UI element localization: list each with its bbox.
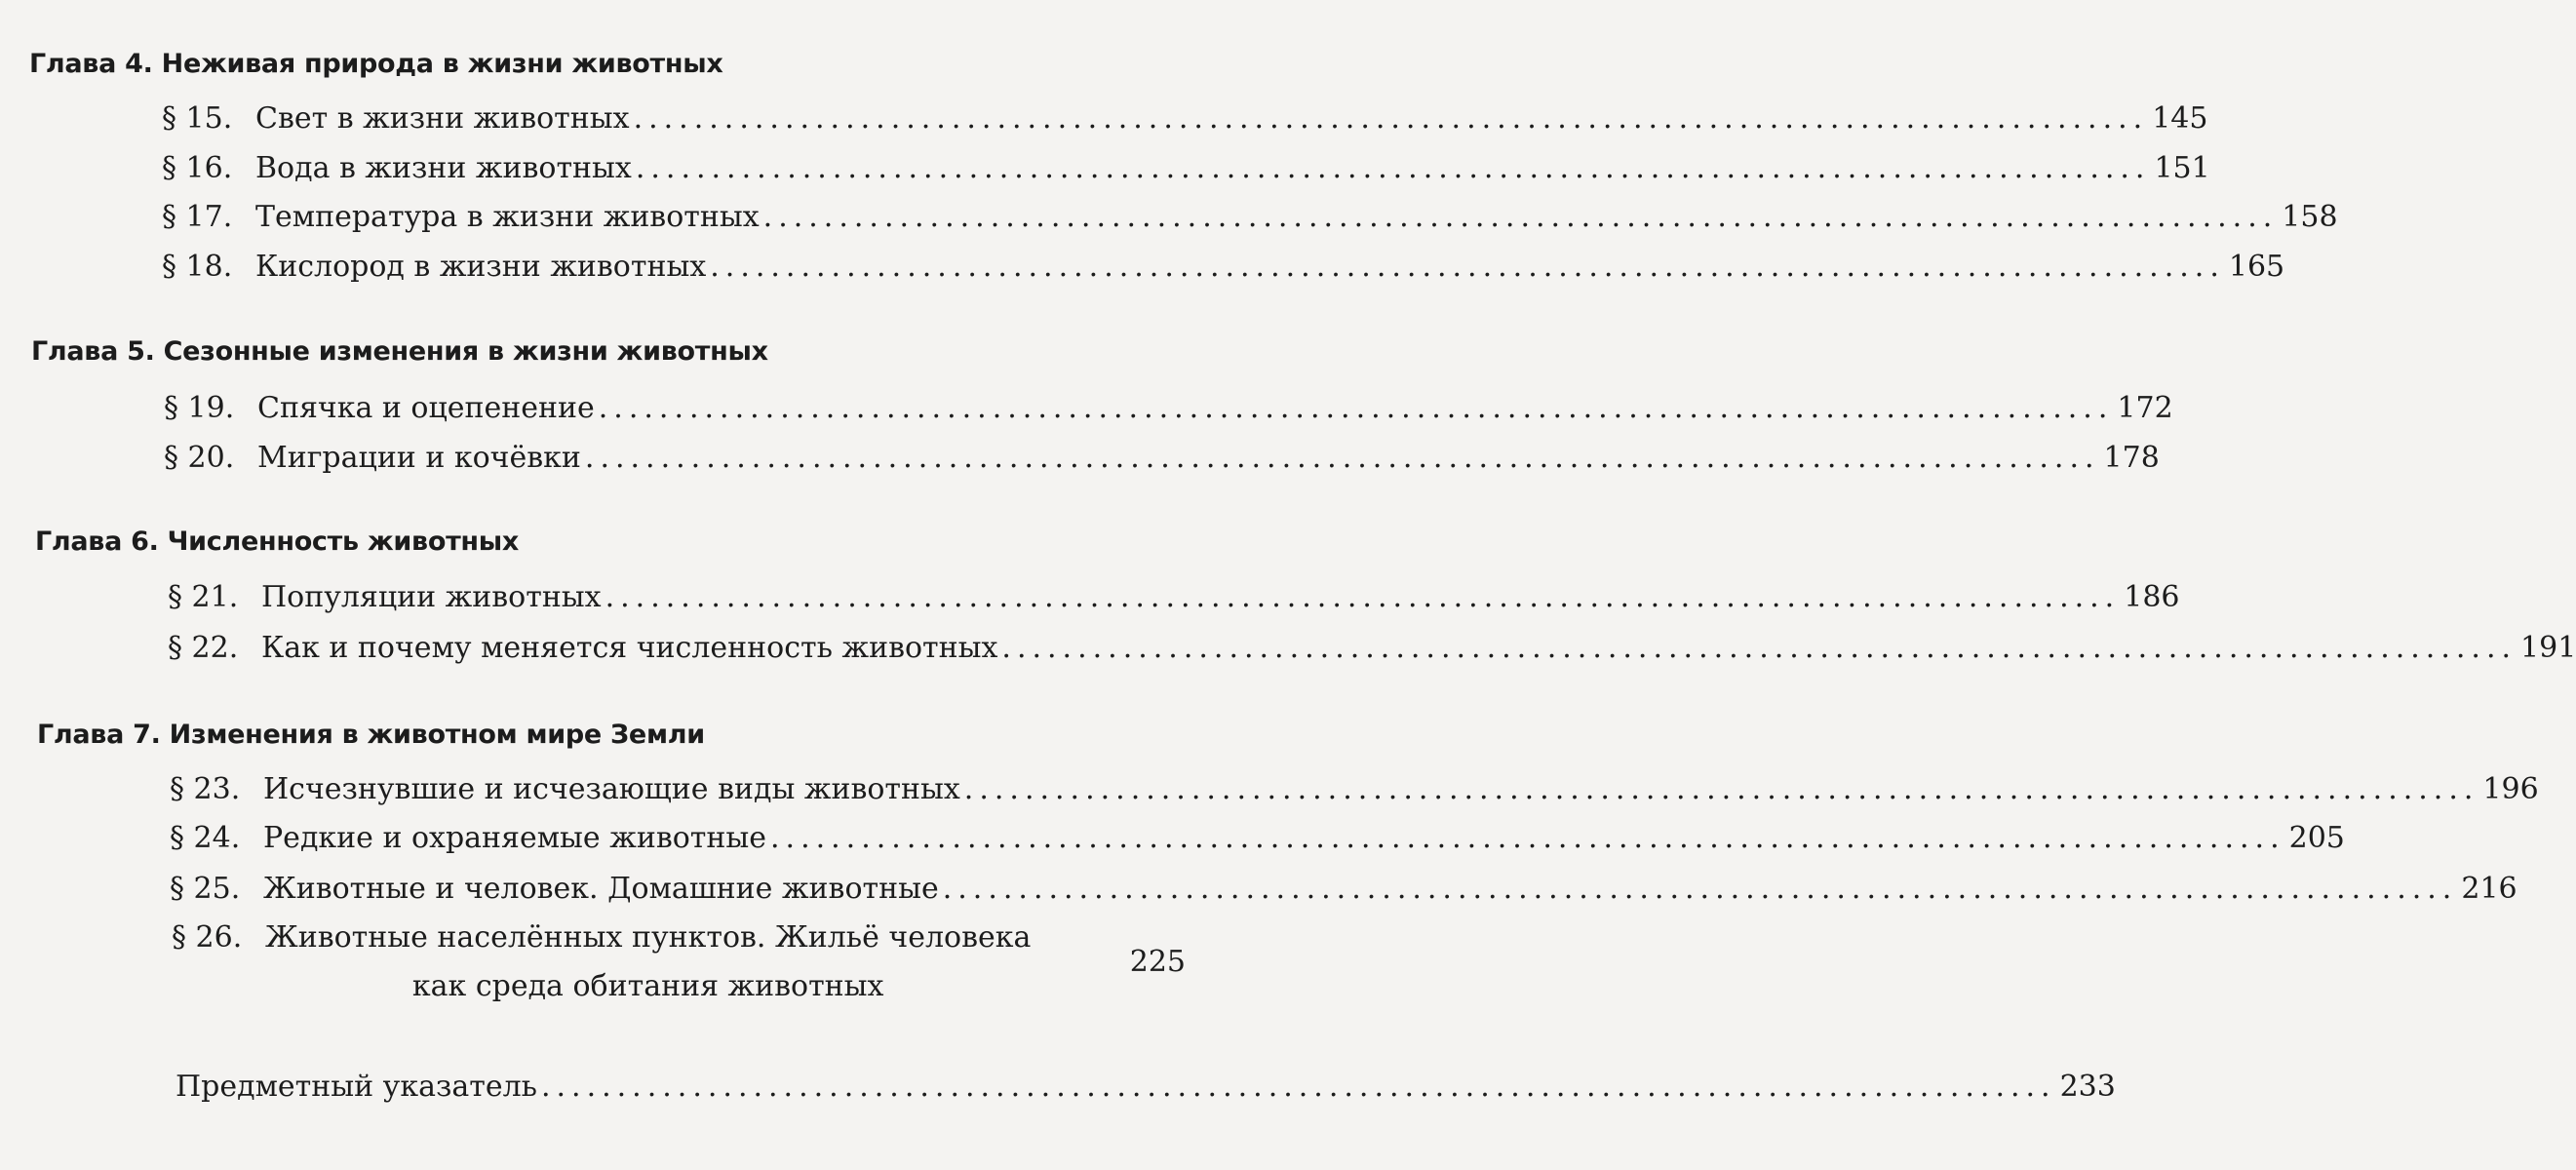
toc-entry-16[interactable]: § 16. Вода в жизни животных .................................................................................................... 151 xyxy=(162,151,2210,185)
toc-entry-26-title: Животные населённых пунктов. Жильё человека как среда обитания животных xyxy=(265,920,1032,1003)
chapter-4-heading: Глава 4. Неживая природа в жизни животных xyxy=(29,49,723,79)
chapter-6-heading: Глава 6. Численность животных xyxy=(35,526,520,557)
toc-entry-15[interactable]: § 15. Свет в жизни животных .................................................................................................... 145 xyxy=(162,101,2208,136)
toc-entry-25[interactable]: § 25. Животные и человек. Домашние животные .................................................................................................... 216 xyxy=(170,872,2517,906)
toc-entry-18[interactable]: § 18. Кислород в жизни животных .................................................................................................... 165 xyxy=(162,250,2285,284)
toc-entry-index[interactable]: Предметный указатель .................................................................................................... 233 xyxy=(176,1070,2116,1104)
toc-entry-22[interactable]: § 22. Как и почему меняется численность животных .................................................................................................... 191 xyxy=(168,631,2576,665)
toc-entry-17[interactable]: § 17. Температура в жизни животных .................................................................................................... 158 xyxy=(162,200,2338,234)
toc-entry-20[interactable]: § 20. Миграции и кочёвки .................................................................................................... 178 xyxy=(164,441,2160,475)
toc-entry-23[interactable]: § 23. Исчезнувшие и исчезающие виды животных .................................................................................................... 196 xyxy=(170,772,2539,806)
chapter-7-heading: Глава 7. Изменения в животном мире Земли xyxy=(37,720,705,750)
toc-entry-19[interactable]: § 19. Спячка и оцепенение .................................................................................................... 172 xyxy=(164,391,2173,425)
chapter-5-heading: Глава 5. Сезонные изменения в жизни животных xyxy=(31,336,768,367)
toc-entry-26[interactable]: § 26. Животные населённых пунктов. Жильё человека как среда обитания животных 225 xyxy=(172,914,1186,1011)
toc-entry-24[interactable]: § 24. Редкие и охраняемые животные .................................................................................................... 205 xyxy=(170,821,2345,855)
toc-entry-21[interactable]: § 21. Популяции животных .................................................................................................... 186 xyxy=(168,580,2180,614)
